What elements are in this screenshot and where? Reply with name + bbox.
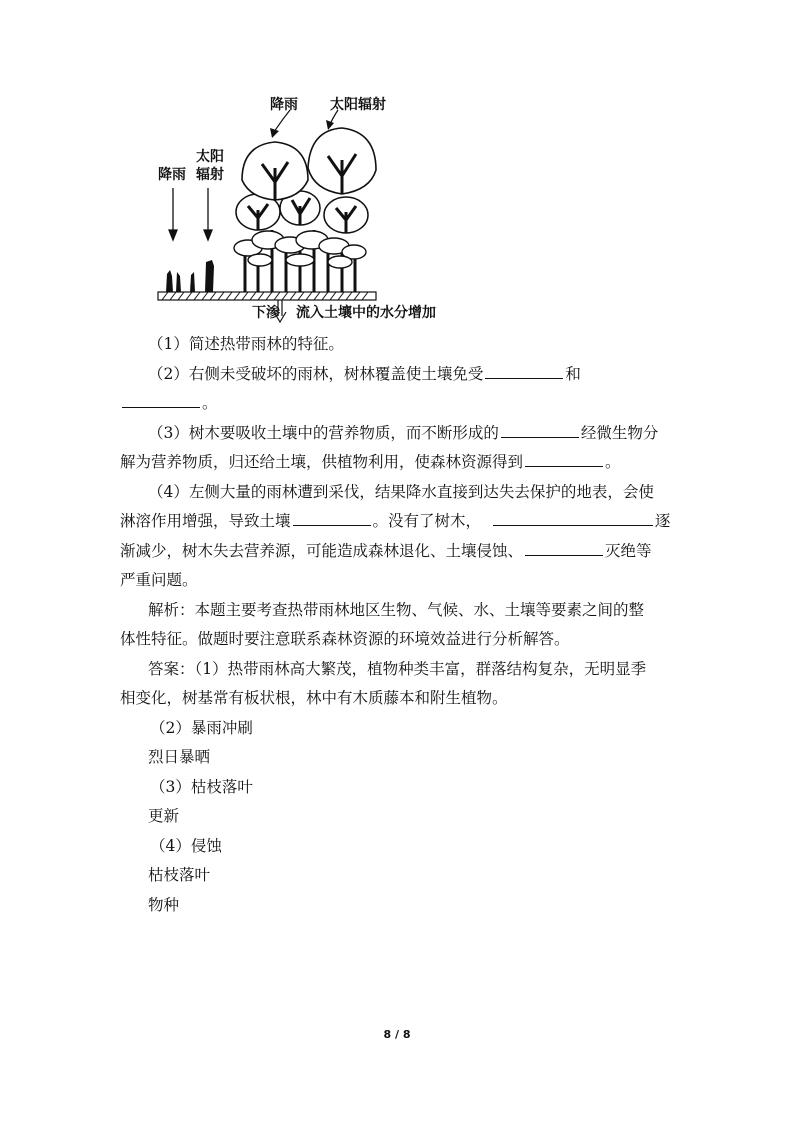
question-block [120,330,680,920]
rainforest-illustration [150,90,460,325]
answer-3: （3）枯枝落叶 [150,777,253,796]
answer-blank [525,450,603,467]
answer-3b: 更新 [148,807,180,825]
question-4-cont: 淋溶作用增强，导致土壤 。没有了树木， 逐 [120,507,680,537]
analysis-line-1: 解析：本题主要考查热带雨林地区生物、气候、水、土壤等要素之间的整 [148,600,645,619]
answer-blank [485,362,563,379]
answer-blank [493,509,653,526]
answer-line-2: 相变化，树基常有板状根，林中有木质藤本和附生植物。 [120,689,508,707]
rainforest-diagram [150,90,460,325]
answer-blank [501,421,579,438]
label-seep: 下渗 [252,305,280,321]
answer-blank [122,391,200,408]
question-1: （1）简述热带雨林的特征。 [148,335,344,353]
label-rain-top: 降雨 [270,97,298,113]
answer-2b: 烈日暴晒 [148,748,211,766]
label-sun-top: 太阳辐射 [330,97,386,113]
question-4-cont3: 严重问题。 [120,571,198,589]
label-soil-water: 流入土壤中的水分增加 [296,305,436,321]
label-rain-left: 降雨 [158,167,186,183]
answer-4c: 物种 [148,895,180,914]
page-number: 8 / 8 [383,1028,411,1041]
question-4: （4）左侧大量的雨林遭到采伐，结果降水直接到达失去保护的地表，会使 [148,482,654,501]
answer-4: （4）侵蚀 [150,836,222,855]
answer-2: （2）暴雨冲刷 [150,718,253,737]
label-sun-left-2: 辐射 [196,167,224,183]
answer-blank [525,539,603,556]
answer-blank [293,509,371,526]
answer-4b: 枯枝落叶 [148,866,211,884]
question-2: （2）右侧未受破坏的雨林，树林覆盖使土壤免受 和 [120,360,680,390]
label-sun-left-1: 太阳 [196,149,224,165]
analysis-line-2: 体性特征。做题时要注意联系森林资源的环境效益进行分析解答。 [120,630,570,648]
answer-line-1: 答案：（1）热带雨林高大繁茂，植物种类丰富，群落结构复杂，无明显季 [148,659,647,678]
question-3-cont: 解为营养物质，归还给土壤，供植物利用，使森林资源得到 。 [120,448,680,478]
question-4-cont2: 渐减少，树木失去营养源，可能造成森林退化、土壤侵蚀、 灭绝等 [120,537,680,567]
question-2-cont: 。 [120,389,680,419]
question-3: （3）树木要吸收土壤中的营养物质，而不断形成的 经微生物分 [120,419,680,449]
